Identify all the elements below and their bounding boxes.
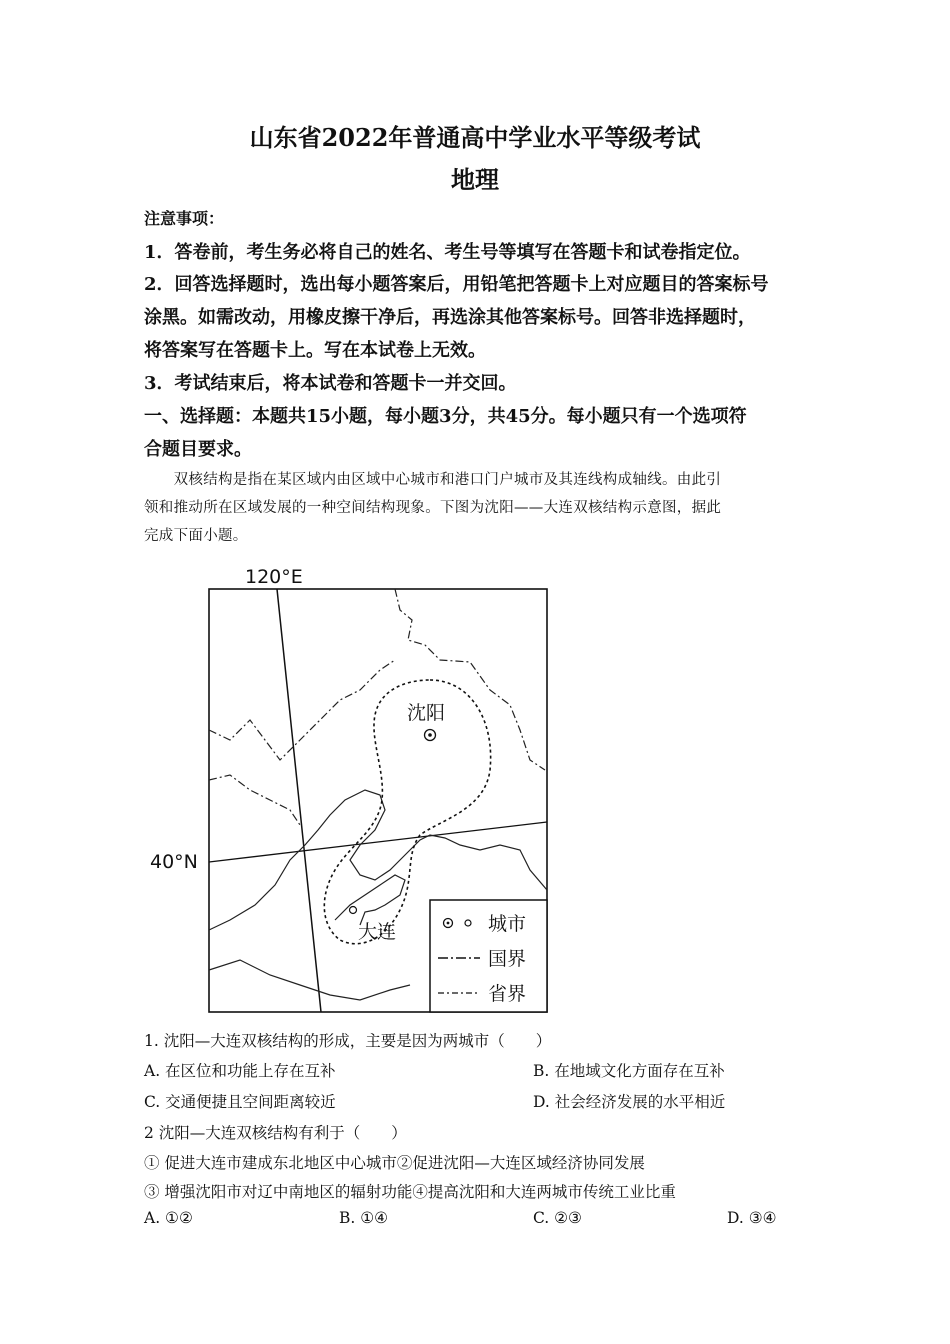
- notice-item-1: 1．答卷前，考生务必将自己的姓名、考生号等填写在答题卡和试卷指定位。: [144, 242, 751, 263]
- q2-statement-1: ① 促进大连市建成东北地区中心城市②促进沈阳—大连区域经济协同发展: [144, 1154, 645, 1172]
- latitude-label: 40°N: [150, 851, 198, 873]
- intro-line-1: 双核结构是指在某区域内由区域中心城市和港口门户城市及其连线构成轴线。由此引: [144, 472, 722, 488]
- exam-title: 山东省2022年普通高中学业水平等级考试: [249, 123, 701, 152]
- legend-national-border-label: 国界: [488, 948, 527, 970]
- section-heading-cont: 合题目要求。: [144, 439, 252, 460]
- legend-provincial-border-label: 省界: [488, 983, 527, 1005]
- q2-stem: 2 沈阳—大连双核结构有利于（ ）: [144, 1124, 407, 1142]
- notice-heading: 注意事项：: [144, 209, 225, 228]
- q1-option-a[interactable]: A. 在区位和功能上存在互补: [144, 1062, 336, 1080]
- longitude-label: 120°E: [245, 566, 303, 588]
- legend-city-label: 城市: [488, 913, 527, 935]
- shenyang-dalian-map: [140, 560, 560, 1018]
- shenyang-city-dot: [428, 733, 432, 737]
- q1-option-d[interactable]: D. 社会经济发展的水平相近: [533, 1093, 726, 1111]
- q1-stem: 1. 沈阳—大连双核结构的形成，主要是因为两城市（ ）: [144, 1032, 552, 1050]
- intro-line-3: 完成下面小题。: [144, 528, 248, 544]
- q1-option-c[interactable]: C. 交通便捷且空间距离较近: [144, 1093, 336, 1111]
- shenyang-label: 沈阳: [407, 702, 446, 724]
- q2-option-b[interactable]: B. ①④: [339, 1209, 389, 1227]
- notice-item-2-cont: 涂黑。如需改动，用橡皮擦干净后，再选涂其他答案标号。回答非选择题时，: [144, 307, 756, 328]
- q2-statement-2: ③ 增强沈阳市对辽中南地区的辐射功能④提高沈阳和大连两城市传统工业比重: [144, 1183, 676, 1201]
- q2-option-c[interactable]: C. ②③: [533, 1209, 582, 1227]
- q2-option-d[interactable]: D. ③④: [727, 1209, 777, 1227]
- notice-item-2-cont2: 将答案写在答题卡上。写在本试卷上无效。: [144, 340, 486, 361]
- q1-option-b[interactable]: B. 在地域文化方面存在互补: [533, 1062, 725, 1080]
- intro-line-2: 领和推动所在区域发展的一种空间结构现象。下图为沈阳——大连双核结构示意图，据此: [144, 500, 722, 516]
- notice-item-2: 2．回答选择题时，选出每小题答案后，用铅笔把答题卡上对应题目的答案标号: [144, 274, 769, 295]
- q2-option-a[interactable]: A. ①②: [144, 1209, 193, 1227]
- section-heading: 一、选择题：本题共15小题，每小题3分，共45分。每小题只有一个选项符: [144, 406, 747, 427]
- dalian-label: 大连: [358, 921, 397, 943]
- subject-title: 地理: [451, 165, 499, 194]
- notice-item-3: 3．考试结束后，将本试卷和答题卡一并交回。: [144, 373, 517, 394]
